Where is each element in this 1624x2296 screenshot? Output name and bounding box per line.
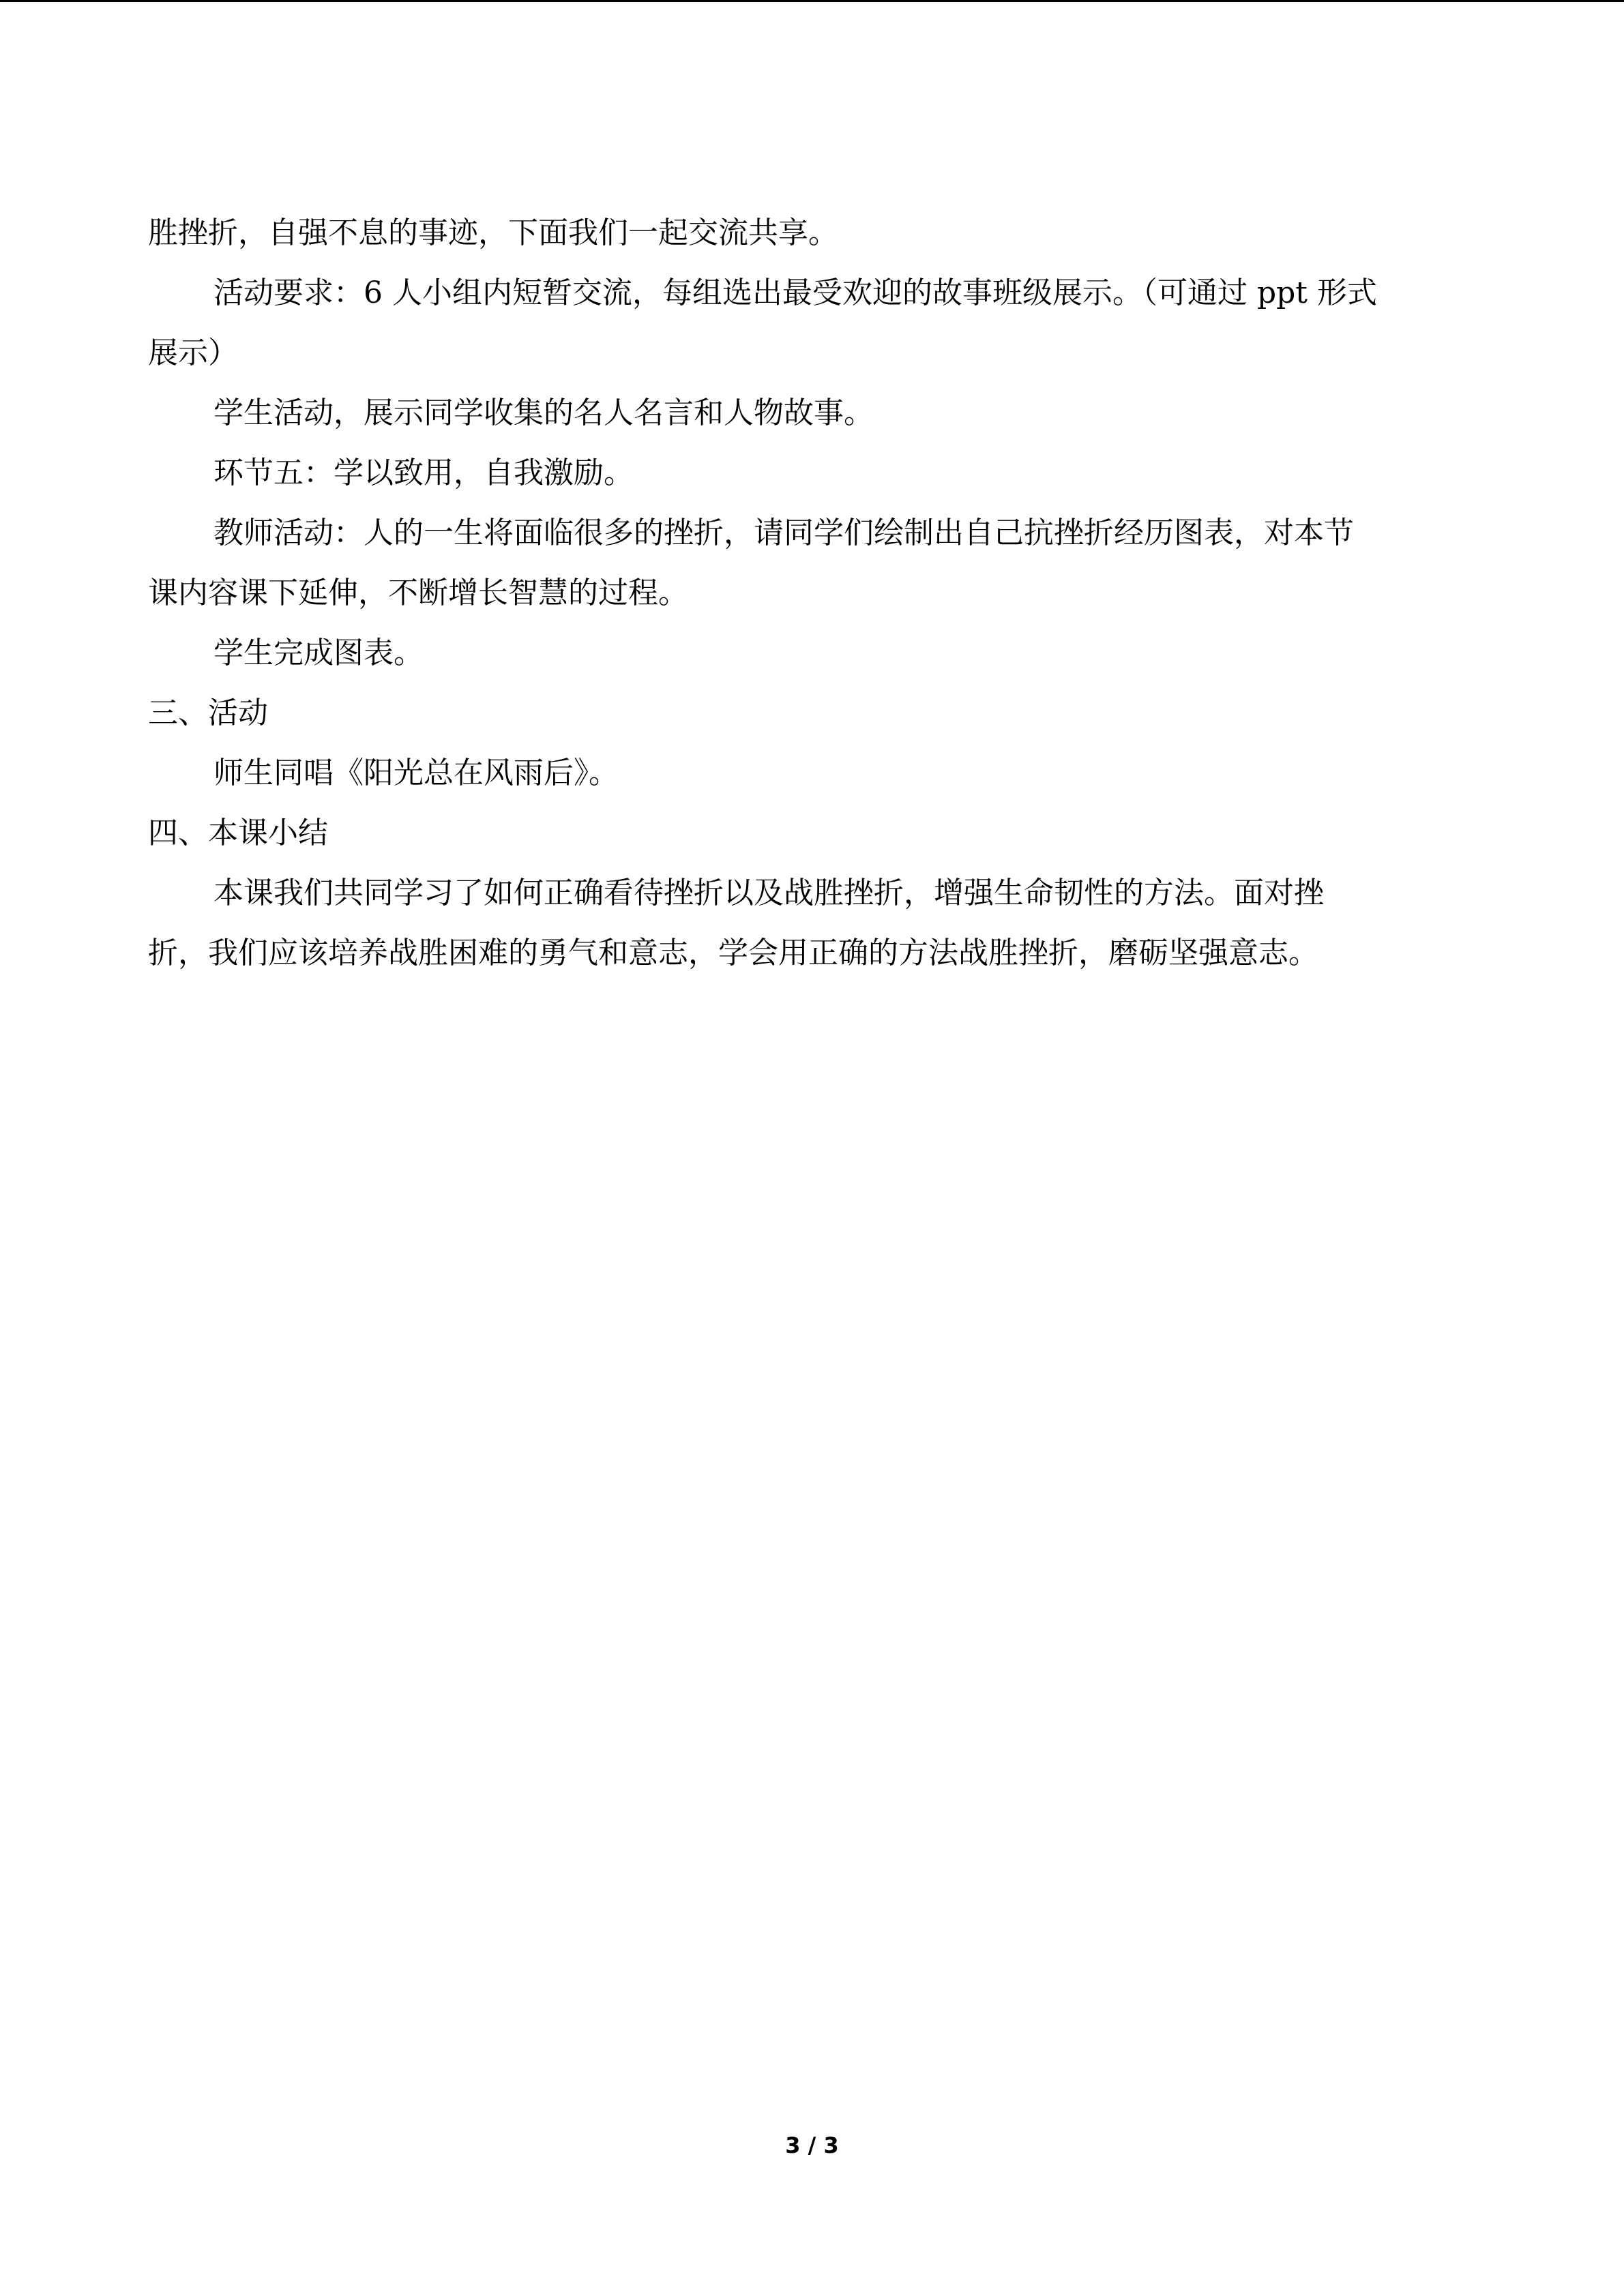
paragraph-line-6: 教师活动：人的一生将面临很多的挫折，请同学们绘制出自己抗挫折经历图表，对本节 [213, 516, 1354, 550]
section-heading-activity: 三、活动 [148, 696, 268, 730]
page-top-border [0, 0, 1624, 2]
paragraph-line-4: 学生活动，展示同学收集的名人名言和人物故事。 [213, 396, 874, 430]
paragraph-line-12: 本课我们共同学习了如何正确看待挫折以及战胜挫折，增强生命韧性的方法。面对挫 [213, 876, 1324, 910]
paragraph-line-7: 课内容课下延伸，不断增长智慧的过程。 [148, 576, 688, 610]
paragraph-line-1: 胜挫折，自强不息的事迹，下面我们一起交流共享。 [148, 215, 838, 250]
paragraph-line-13: 折，我们应该培养战胜困难的勇气和意志，学会用正确的方法战胜挫折，磨砺坚强意志。 [148, 936, 1318, 970]
document-body [148, 203, 1478, 983]
section-heading-summary: 四、本课小结 [148, 816, 328, 850]
paragraph-line-2: 活动要求：6 人小组内短暂交流，每组选出最受欢迎的故事班级展示。（可通过 ppt 形式 [213, 275, 1377, 310]
page-number: 3 / 3 [785, 2132, 839, 2158]
paragraph-line-3: 展示） [148, 336, 238, 370]
section-heading-step-five: 环节五：学以致用，自我激励。 [213, 456, 634, 490]
paragraph-line-10: 师生同唱《阳光总在风雨后》。 [213, 756, 619, 790]
paragraph-line-8: 学生完成图表。 [213, 636, 424, 670]
